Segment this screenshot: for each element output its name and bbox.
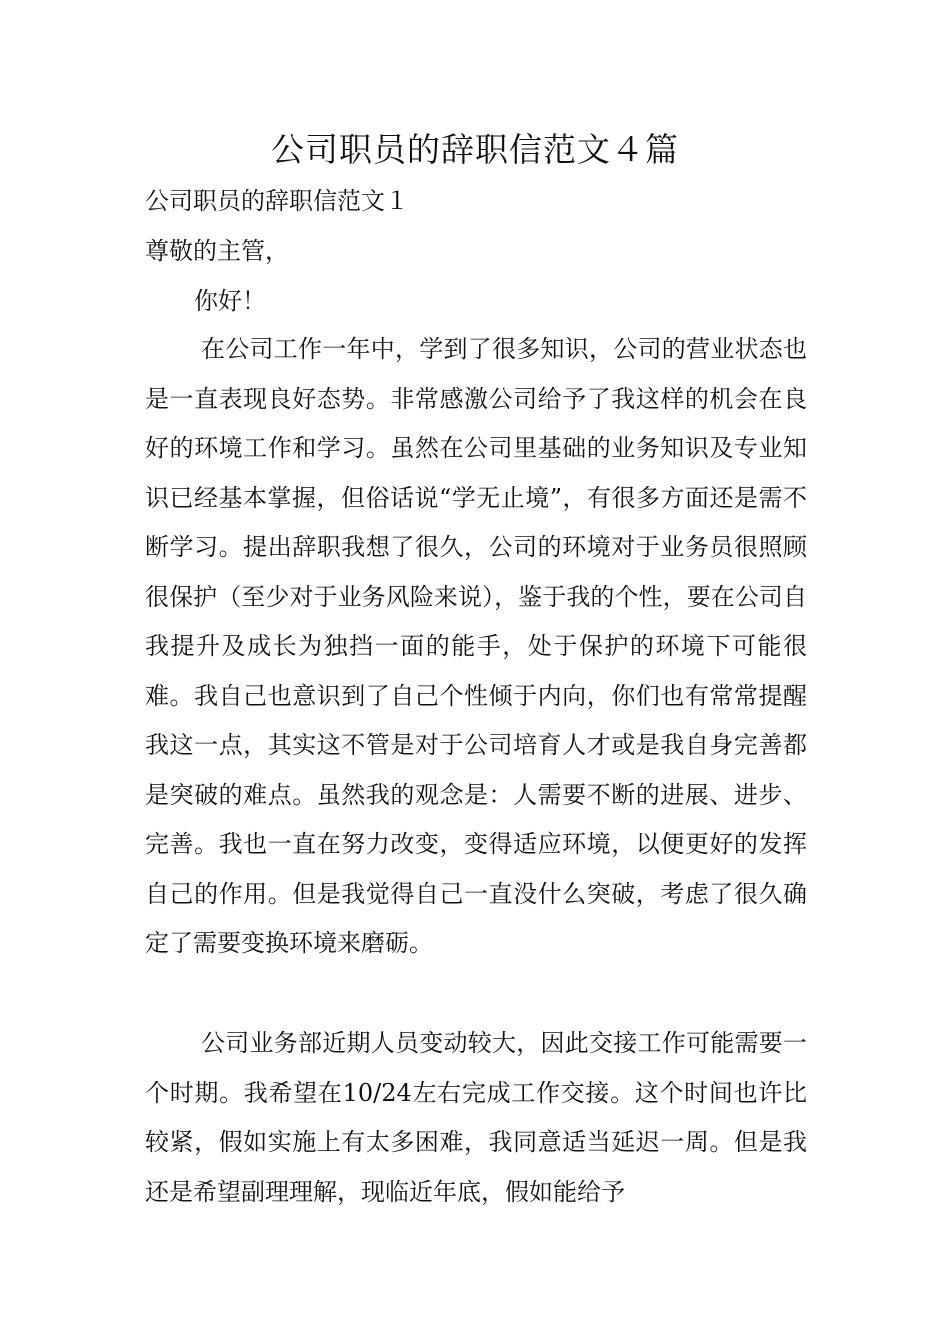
body-paragraph-1: 在公司工作一年中，学到了很多知识，公司的营业状态也是一直表现良好态势。非常感激公司给予了我这样的机会在良好的环境工作和学习。虽然在公司里基础的业务知识及专业知识已经基本掌握，但俗话说“学无止境”，有很多方面还是需不断学习。提出辞职我想了很久，公司的环境对于业务员很照顾很保护（至少对于业务风险来说），鉴于我的个性，要在公司自我提升及成长为独挡一面的能手，处于保护的环境下可能很难。我自己也意识到了自己个性倾于内向，你们也有常常提醒我这一点，其实这不管是对于公司培育人才或是我自身完善都是突破的难点。虽然我的观念是：人需要不断的进展、进步、完善。我也一直在努力改变，变得适应环境，以便更好的发挥自己的作用。但是我觉得自己一直没什么突破，考虑了很久确定了需要变换环境来磨砺。 [145, 335, 807, 957]
letter-salutation: 尊敬的主管， [145, 237, 289, 265]
body-paragraph-2: 公司业务部近期人员变动较大，因此交接工作可能需要一个时期。我希望在10/24左右完成工作交接。这个时间也许比较紧，假如实施上有太多困难，我同意适当延迟一周。但是我还是希望副理理解，现临近年底，假如能给予 [145, 1029, 807, 1206]
letter-subtitle: 公司职员的辞职信范文１ [145, 187, 409, 215]
letter-greeting: 你好！ [194, 287, 266, 315]
document-title: 公司职员的辞职信范文４篇 [271, 130, 679, 169]
